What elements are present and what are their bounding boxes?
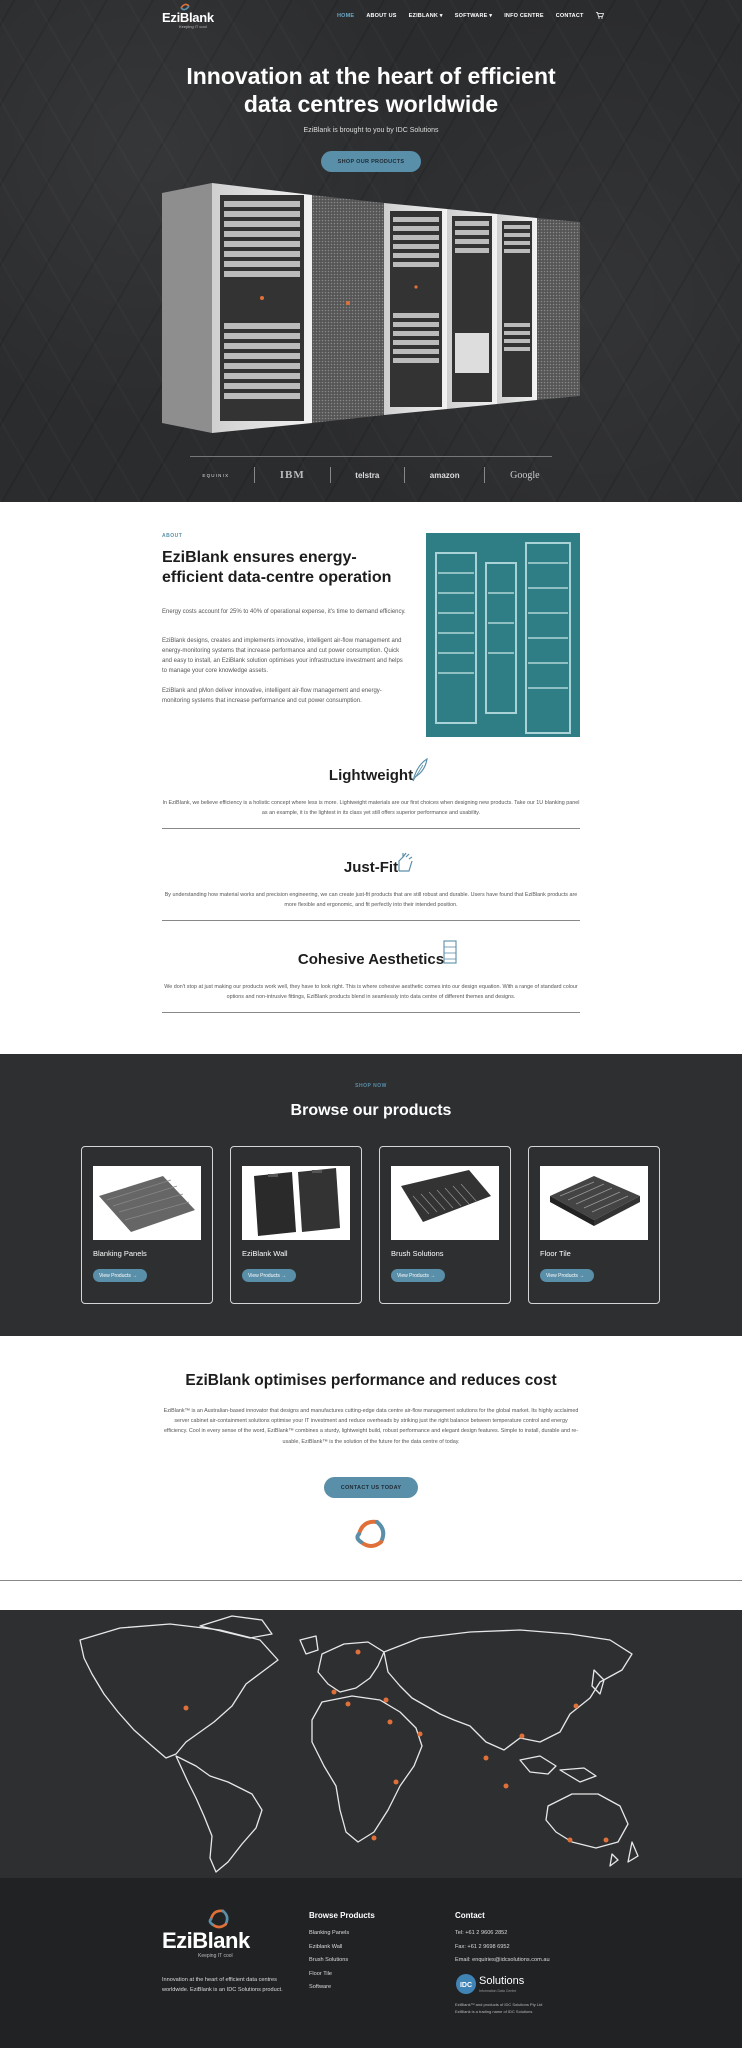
idc-tagline: Information Data Centre	[479, 1989, 517, 1993]
menu-item-eziblank[interactable]: EZIBLANK ▾	[408, 12, 443, 19]
idc-badge-icon	[455, 1973, 477, 1995]
top-navigation	[0, 0, 742, 32]
partner-separator	[484, 467, 485, 483]
products-title: Browse our products	[290, 1102, 452, 1119]
datacentre-teal-photo	[426, 533, 580, 737]
footer-link-software[interactable]: Software	[309, 1984, 332, 1991]
logo-tagline: Keeping IT cool	[179, 24, 207, 29]
feature-text: In EziBlank, we believe efficiency is a holistic concept where less is more. Lightweight materials are our first choices when designing new products. Take our 1U blanking panel as an example, it is the lightest in its class yet still offers superior performance and usability.	[162, 800, 580, 816]
footer-email[interactable]: Email: enquiries@idcsolutions.com.au	[455, 1957, 550, 1964]
feature-just-fit	[162, 859, 580, 921]
footer-browse-title: Browse Products	[309, 1911, 375, 1920]
product-card-floor-tile[interactable]	[528, 1146, 660, 1304]
about-paragraph-3: EziBlank and pMon deliver innovative, intelligent air-flow management and energy-monitoring systems that increase performance and cut power consumption.	[162, 688, 382, 704]
shop-products-button[interactable]: SHOP OUR PRODUCTS	[321, 151, 421, 172]
contact-us-button[interactable]: CONTACT US TODAY	[324, 1477, 418, 1498]
hero-title-line-2: data centres worldwide	[243, 91, 499, 117]
footer-description: Innovation at the heart of efficient data centres worldwide. EziBlank is an IDC Solutions product.	[162, 1977, 283, 1993]
menu-item-contact[interactable]: CONTACT	[555, 12, 584, 19]
rack-sketch-icon	[440, 939, 460, 965]
footer-link-blanking-panels[interactable]: Blanking Panels	[309, 1930, 350, 1936]
cart-icon[interactable]	[596, 12, 604, 19]
feature-text: By understanding how material works and precision engineering, we can create just-fit products that are still robust and durable. Users have found that EziBlank products are more flexible and ergonomic, and fit perfectly into their intended position.	[164, 892, 578, 908]
view-products-button[interactable]: View Products →	[93, 1269, 147, 1282]
hero-title	[0, 62, 742, 118]
partner-telstra: telstra	[355, 470, 380, 480]
footer-link-eziblank-wall[interactable]: Eziblank Wall	[309, 1943, 343, 1950]
feature-title: Cohesive Aesthetics	[297, 951, 445, 968]
partners-divider	[190, 456, 552, 457]
menu-item-home[interactable]: HOME	[337, 12, 355, 19]
eziblank-swirl-icon	[353, 1516, 389, 1552]
world-map	[0, 1610, 742, 1878]
partner-equinix: EQUINIX	[202, 472, 230, 478]
site-footer	[0, 1878, 742, 2048]
hero-section	[0, 0, 742, 502]
hero-subtitle: EziBlank is brought to you by IDC Solutions	[303, 127, 439, 134]
feature-divider	[162, 828, 580, 829]
product-card-brush-solutions[interactable]	[379, 1146, 511, 1304]
feature-lightweight	[162, 767, 580, 829]
feature-divider	[162, 1012, 580, 1013]
main-menu	[337, 12, 604, 19]
footer-link-floor-tile[interactable]: Floor Tile	[309, 1970, 333, 1977]
view-products-button[interactable]: View Products →	[242, 1269, 296, 1282]
footer-logo-tagline: Keeping IT cool	[198, 1953, 233, 1959]
menu-item-info-centre[interactable]: INFO CENTRE	[504, 12, 544, 19]
footer-browse-column	[309, 1911, 375, 1998]
feature-cohesive-aesthetics	[162, 951, 580, 1013]
partner-google: Google	[510, 469, 540, 481]
footer-logo[interactable]	[162, 1907, 250, 1959]
footer-contact-column	[455, 1911, 550, 1971]
site-logo[interactable]	[162, 2, 212, 30]
partner-ibm: IBM	[279, 469, 305, 481]
view-products-button[interactable]: View Products →	[391, 1269, 445, 1282]
about-title: EziBlank ensures energy-efficient data-centre operation	[162, 549, 392, 586]
product-name: Floor Tile	[540, 1249, 571, 1258]
hero-title-line-1: Innovation at the heart of efficient	[186, 63, 556, 89]
product-name: EziBlank Wall	[242, 1249, 288, 1258]
optimise-title: EziBlank optimises performance and reduces cost	[185, 1372, 557, 1389]
product-card-blanking-panels[interactable]	[81, 1146, 213, 1304]
about-paragraph-2: EziBlank designs, creates and implements innovative, intelligent air-flow management and energy-monitoring systems that increase performance and cut power consumption. Quick and easy to install, an EziBlank solution optimises your infrastructure investment and helps to manage your core knowledge assets.	[162, 638, 403, 674]
logo-wordmark: EziBlank	[162, 10, 214, 25]
product-name: Brush Solutions	[391, 1249, 444, 1258]
feature-title: Just-Fit	[343, 859, 399, 876]
footer-contact-title: Contact	[455, 1911, 485, 1920]
menu-item-about-us[interactable]: ABOUT US	[366, 12, 397, 19]
feature-title: Lightweight	[328, 767, 414, 784]
feather-icon	[409, 757, 429, 783]
partner-separator	[330, 467, 331, 483]
eziblank-wall-image	[242, 1166, 350, 1240]
floor-tile-image	[540, 1166, 648, 1240]
feature-divider	[162, 920, 580, 921]
footer-phone[interactable]: Tel: +61 2 9606 2852	[455, 1930, 508, 1936]
products-section	[0, 1054, 742, 1336]
feature-text: We don't stop at just making our products work well, they have to look right. This is where cohesive aesthetic comes into our design equation. With a range of standard colour options and non-intrusive fittings, EziBlank products blend in seamlessly into data centre of different themes and designs.	[164, 984, 578, 1000]
svg-text:IDC: IDC	[459, 1982, 473, 1989]
footer-fax: Fax: +61 2 9698 6952	[455, 1943, 510, 1950]
hand-icon	[395, 849, 415, 875]
partner-logos	[190, 462, 552, 488]
menu-item-software[interactable]: SOFTWARE ▾	[454, 12, 493, 19]
server-racks-image	[162, 183, 580, 433]
footer-logo-wordmark: EziBlank	[162, 1928, 250, 1953]
footer-link-brush-solutions[interactable]: Brush Solutions	[309, 1957, 349, 1964]
optimise-text: EziBlank™ is an Australian-based innovator that designs and manufactures cutting-edge data centre air-flow management solutions for the global market. Its highly acclaimed server cabinet air-containment solutions optimise your IT investment and reduce overheads by striking just the right balance between temperature control and energy efficiency. Cool in every sense of the word, EziBlank™ combines a sturdy, lightweight build, robust performance and elegant design features. Simple to install, durable and re-usable, EziBlank™ is the solution of the future for the data centre of today.	[163, 1408, 579, 1445]
partner-separator	[254, 467, 255, 483]
brush-solutions-image	[391, 1166, 499, 1240]
idc-name: Solutions	[479, 1975, 525, 1987]
footer-note-2: EziBlank is a trading name of IDC Solutions	[455, 2009, 533, 2014]
view-products-button[interactable]: View Products →	[540, 1269, 594, 1282]
footer-note-1: EziBlank™ and products of IDC Solutions Pty Ltd	[455, 2002, 543, 2007]
products-kicker: SHOP NOW	[355, 1083, 387, 1089]
product-name: Blanking Panels	[93, 1249, 147, 1258]
partner-amazon: amazon	[429, 470, 460, 480]
about-kicker: ABOUT	[162, 533, 183, 539]
partner-separator	[404, 467, 405, 483]
idc-solutions-logo[interactable]	[455, 1973, 545, 1997]
section-divider	[0, 1580, 742, 1581]
about-paragraph-1: Energy costs account for 25% to 40% of operational expense, it's time to demand efficiency.	[162, 609, 406, 615]
blanking-panels-image	[93, 1166, 201, 1240]
product-card-eziblank-wall[interactable]	[230, 1146, 362, 1304]
world-map-section	[0, 1610, 742, 1878]
